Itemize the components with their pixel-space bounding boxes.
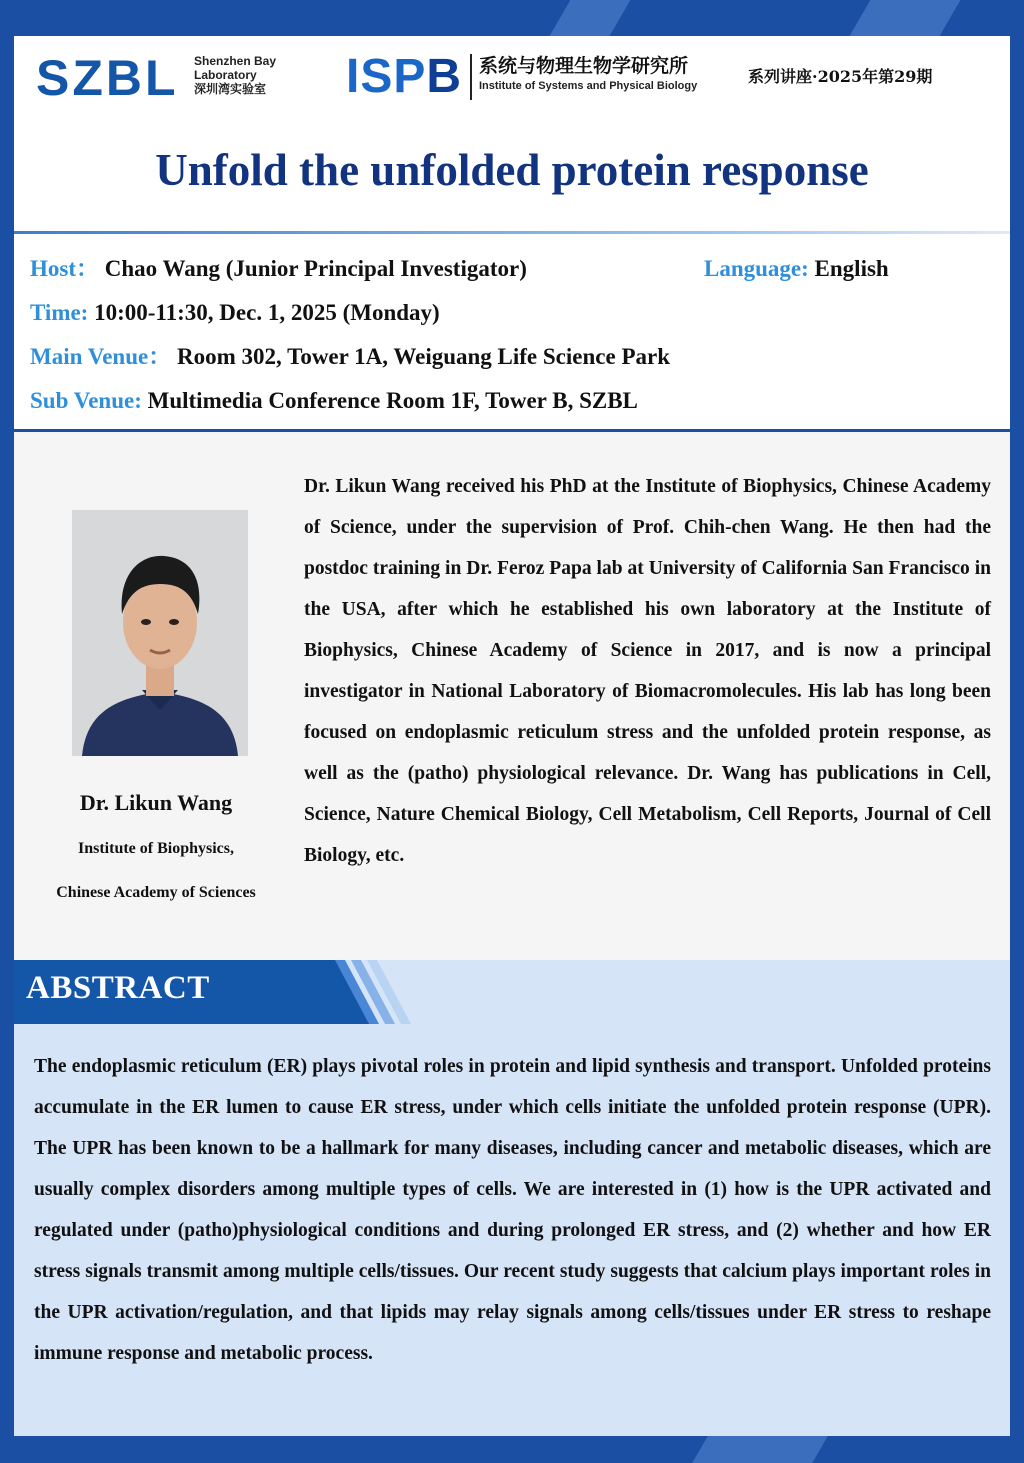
ispb-english-name: Institute of Systems and Physical Biology	[479, 80, 698, 92]
ispb-logo: ISPB	[346, 50, 463, 103]
abstract-heading: ABSTRACT	[26, 970, 210, 1006]
sub-venue-label: Sub Venue:	[30, 388, 142, 413]
logo-divider	[470, 54, 472, 100]
main-venue-value: Room 302, Tower 1A, Weiguang Life Science Park	[176, 344, 670, 369]
abstract-section	[14, 960, 1010, 1436]
time-row	[30, 296, 990, 340]
language-info	[704, 252, 889, 286]
speaker-affiliation-line1: Institute of Biophysics,	[77, 840, 235, 857]
sub-venue-value: Multimedia Conference Room 1F, Tower B, SZBL	[147, 388, 638, 413]
lecture-series-label: 系列讲座·2025年第29期	[748, 67, 933, 86]
time-value: 10:00-11:30, Dec. 1, 2025 (Monday)	[94, 300, 440, 325]
language-value: English	[814, 256, 889, 281]
time-label: Time:	[30, 300, 89, 325]
main-venue-label: Main Venue：	[30, 344, 172, 369]
abstract-text: The endoplasmic reticulum (ER) plays pivotal roles in protein and lipid synthesis and transport. Unfolded proteins accumulate in the ER lumen to cause ER stress, under which cells initiate the unfolded protein response (UPR). The UPR has been known to be a hallmark for many diseases, including cancer and metabolic diseases, which are usually complex disorders among multiple types of cells. We are interested in (1) how is the UPR activated and regulated under (patho)physiological conditions and during prolonged ER stress, and (2) whether and how ER stress signals transmit among multiple cells/tissues. Our recent study suggests that calcium plays important roles in the UPR activation/regulation, and that lipids may relay signals among cells/tissues under ER stress to reshape immune response and metabolic process.	[34, 1056, 991, 1364]
speaker-photo	[72, 510, 248, 756]
speaker-affiliation-line2: Chinese Academy of Sciences	[56, 884, 256, 901]
szbl-logo-subtitle: Shenzhen Bay Laboratory 深圳湾实验室	[194, 54, 277, 96]
speaker-name: Dr. Likun Wang	[79, 790, 233, 815]
szbl-logo: SZBL	[36, 50, 179, 106]
ispb-chinese-name: 系统与物理生物学研究所	[479, 55, 689, 77]
event-info	[30, 252, 990, 428]
poster-page	[14, 36, 1010, 1436]
logo-header	[14, 36, 1010, 126]
page-title: Unfold the unfolded protein response	[155, 145, 869, 195]
title-underline	[14, 231, 1010, 234]
host-label: Host：	[30, 256, 99, 281]
host-row	[30, 252, 990, 296]
speaker-bio: Dr. Likun Wang received his PhD at the Institute of Biophysics, Chinese Academy of Science, under the supervision of Prof. Chih-chen Wang. He then had the postdoc training in Dr. Feroz Papa lab at University of California San Francisco in the USA, after which he established his own laboratory at the Institute of Biophysics, Chinese Academy of Science in 2017, and is now a principal investigator in National Laboratory of Biomacromolecules. His lab has long been focused on endoplasmic reticulum stress and the unfolded protein response, as well as the (patho) physiological relevance. Dr. Wang has publications in Cell, Science, Nature Chemical Biology, Cell Metabolism, Cell Reports, Journal of Cell Biology, etc.	[304, 476, 991, 866]
sub-venue-row	[30, 384, 990, 428]
language-label: Language:	[704, 256, 809, 281]
host-value: Chao Wang (Junior Principal Investigator)	[104, 256, 527, 281]
main-venue-row	[30, 340, 990, 384]
speaker-section	[14, 432, 1010, 960]
